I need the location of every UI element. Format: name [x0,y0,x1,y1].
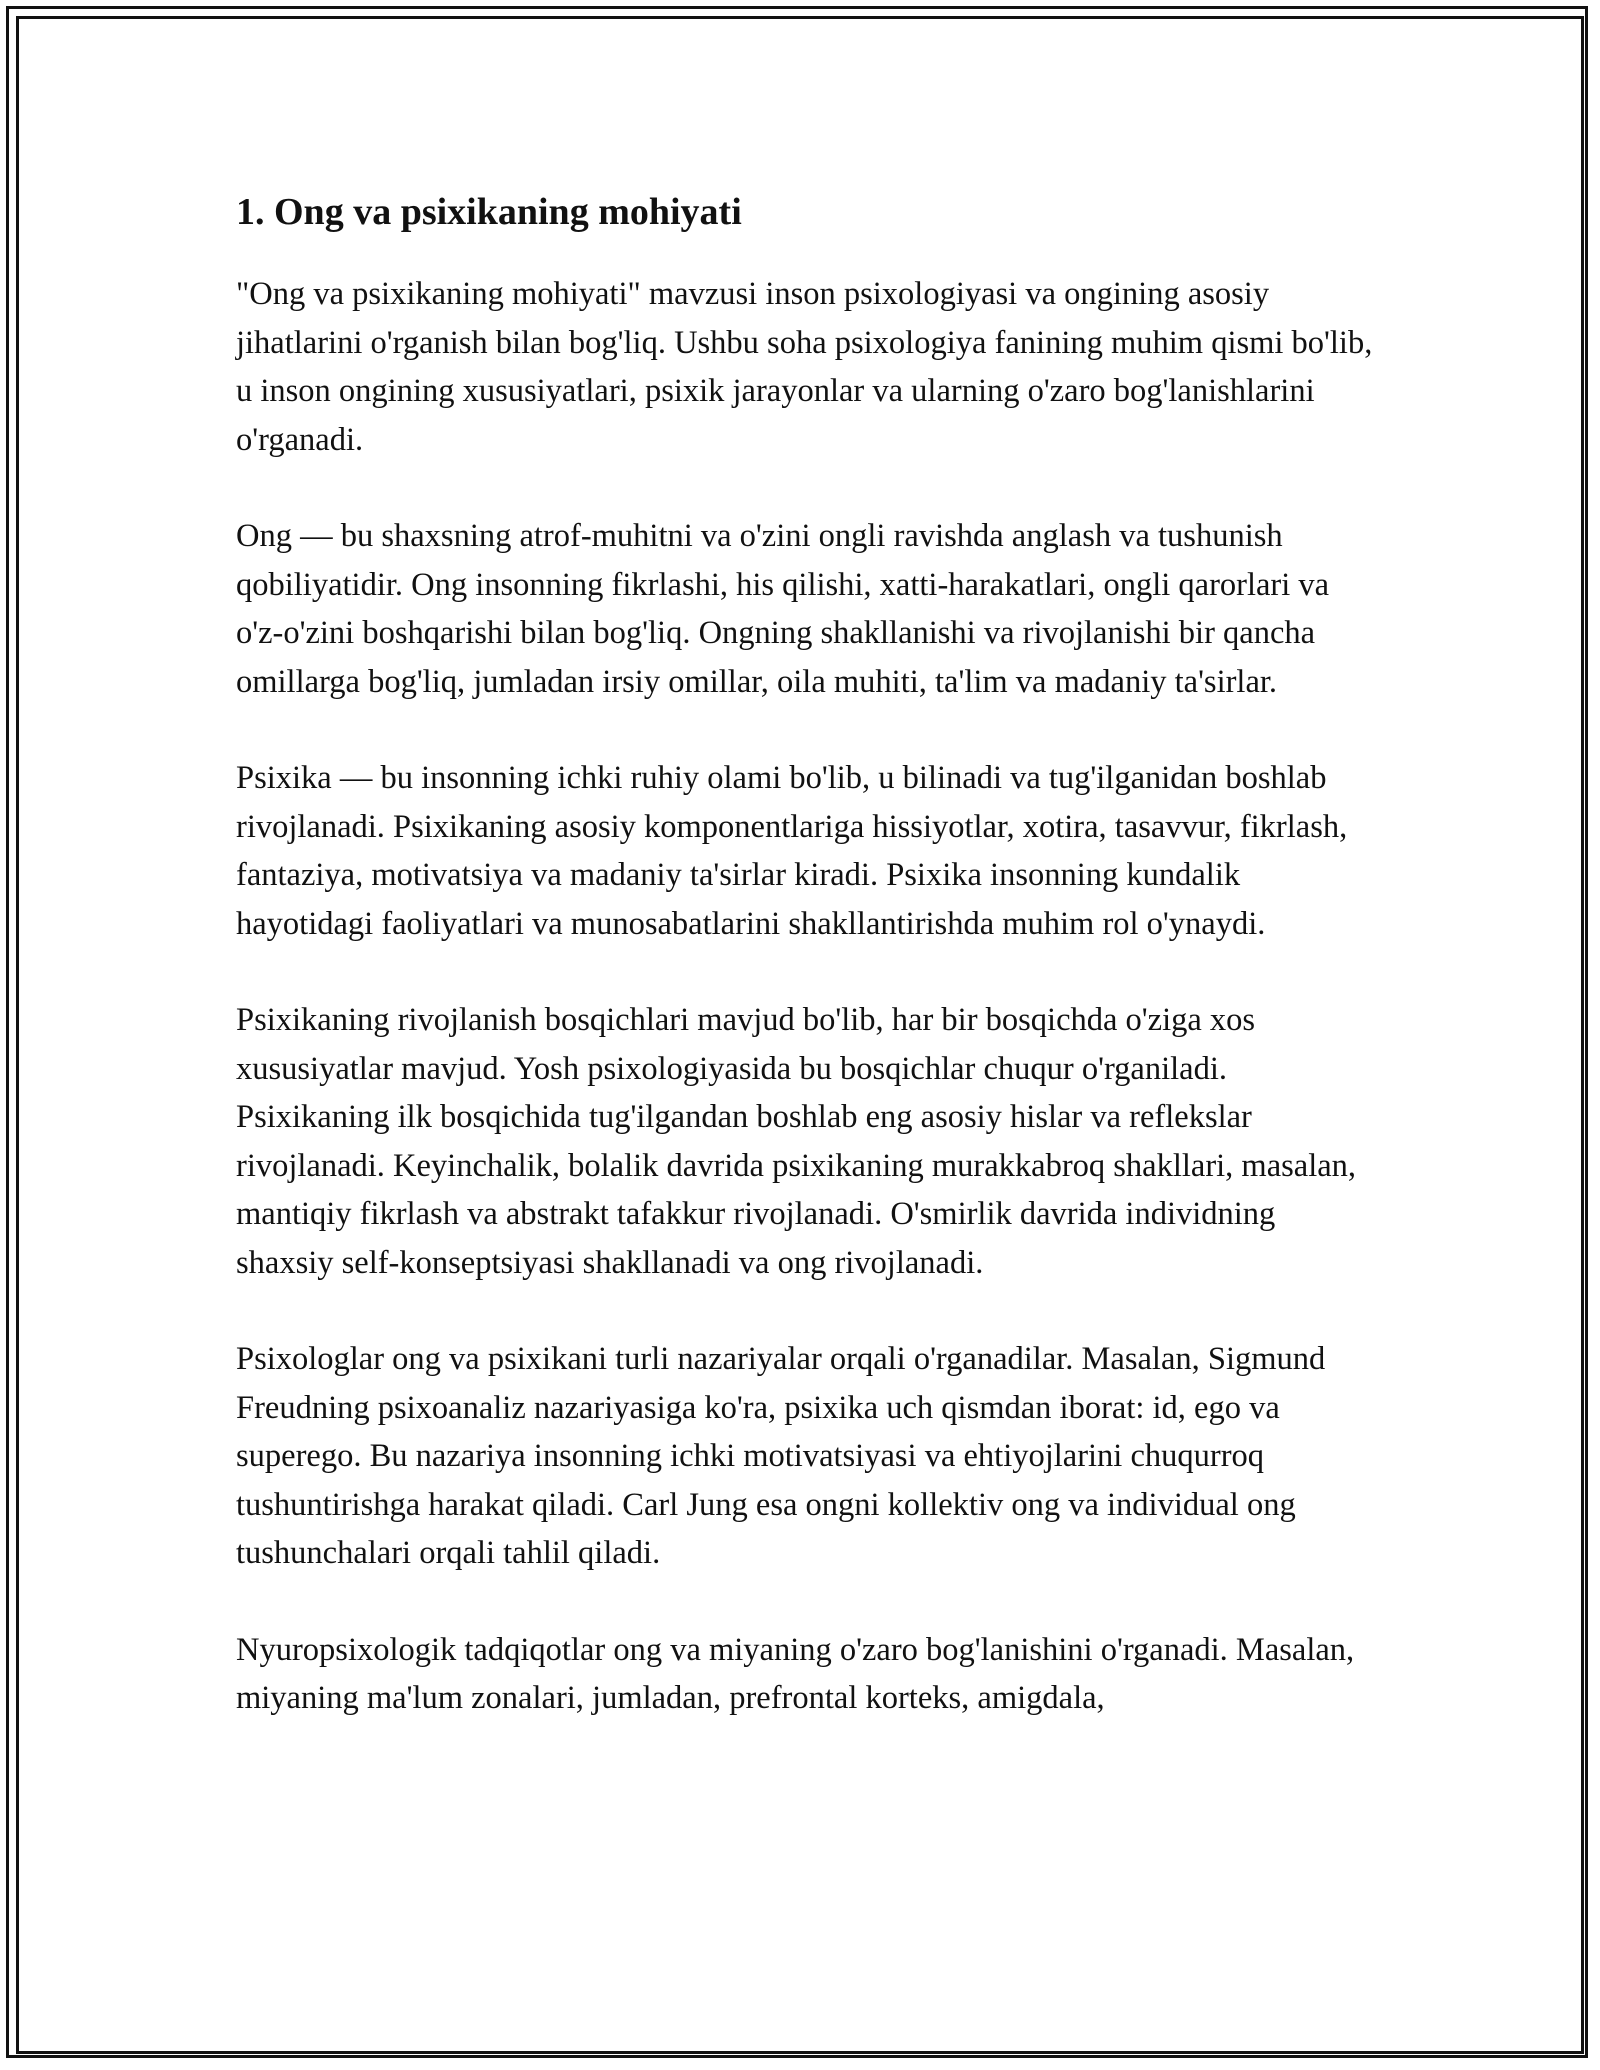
paragraph-6: Nyuropsixologik tadqiqotlar ong va miyaning o'zaro bog'lanishini o'rganadi. Masalan, miyaning ma'lum zonalari, jumladan, prefrontal korteks, amigdala, [236,1631,1355,1716]
paragraph-5: Psixologlar ong va psixikani turli nazariyalar orqali o'rganadilar. Masalan, Sigmund Freudning psixoanaliz nazariyasiga ko'ra, psixika uch qismdan iborat: id, ego va superego. Bu nazariya insonning ichki motivatsiyasi va ehtiyojlarini chuqurroq tushuntirishga harakat qiladi. Carl Jung esa ongni kollektiv ong va individual ong tushunchalari orqali tahlil qiladi. [236,1341,1326,1571]
document-body [236,186,1376,1771]
paragraph-1: "Ong va psixikaning mohiyati" mavzusi inson psixologiyasi va ongining asosiy jihatlarini o'rganish bilan bog'liq. Ushbu soha psixologiya fanining muhim qismi bo'lib, u inson ongining xususiyatlari, psixik jarayonlar va ularning o'zaro bog'lanishlarini o'rganadi. [236,276,1373,458]
paragraph-3: Psixika — bu insonning ichki ruhiy olami bo'lib, u bilinadi va tug'ilganidan boshlab rivojlanadi. Psixikaning asosiy komponentlariga hissiyotlar, xotira, tasavvur, fikrlash, fantaziya, motivatsiya va madaniy ta'sirlar kiradi. Psixika insonning kundalik hayotidagi faoliyatlari va munosabatlarini shakllantirishda muhim rol o'ynaydi. [236,760,1348,942]
section-title: 1. Ong va psixikaning mohiyati [236,191,742,233]
paragraph-2: Ong — bu shaxsning atrof-muhitni va o'zini ongli ravishda anglash va tushunish qobiliyatidir. Ong insonning fikrlashi, his qilishi, xatti-harakatlari, ongli qarorlari va o'z-o'zini boshqarishi bilan bog'liq. Ongning shakllanishi va rivojlanishi bir qancha omillarga bog'liq, jumladan irsiy omillar, oila muhiti, ta'lim va madaniy ta'sirlar. [236,518,1330,700]
paragraph-4: Psixikaning rivojlanish bosqichlari mavjud bo'lib, har bir bosqichda o'ziga xos xususiyatlar mavjud. Yosh psixologiyasida bu bosqichlar chuqur o'rganiladi. Psixikaning ilk bosqichida tug'ilgandan boshlab eng asosiy hislar va reflekslar rivojlanadi. Keyinchalik, bolalik davrida psixikaning murakkabroq shakllari, masalan, mantiqiy fikrlash va abstrakt tafakkur rivojlanadi. O'smirlik davrida individning shaxsiy self-konseptsiyasi shakllanadi va ong rivojlanadi. [236,1002,1357,1281]
